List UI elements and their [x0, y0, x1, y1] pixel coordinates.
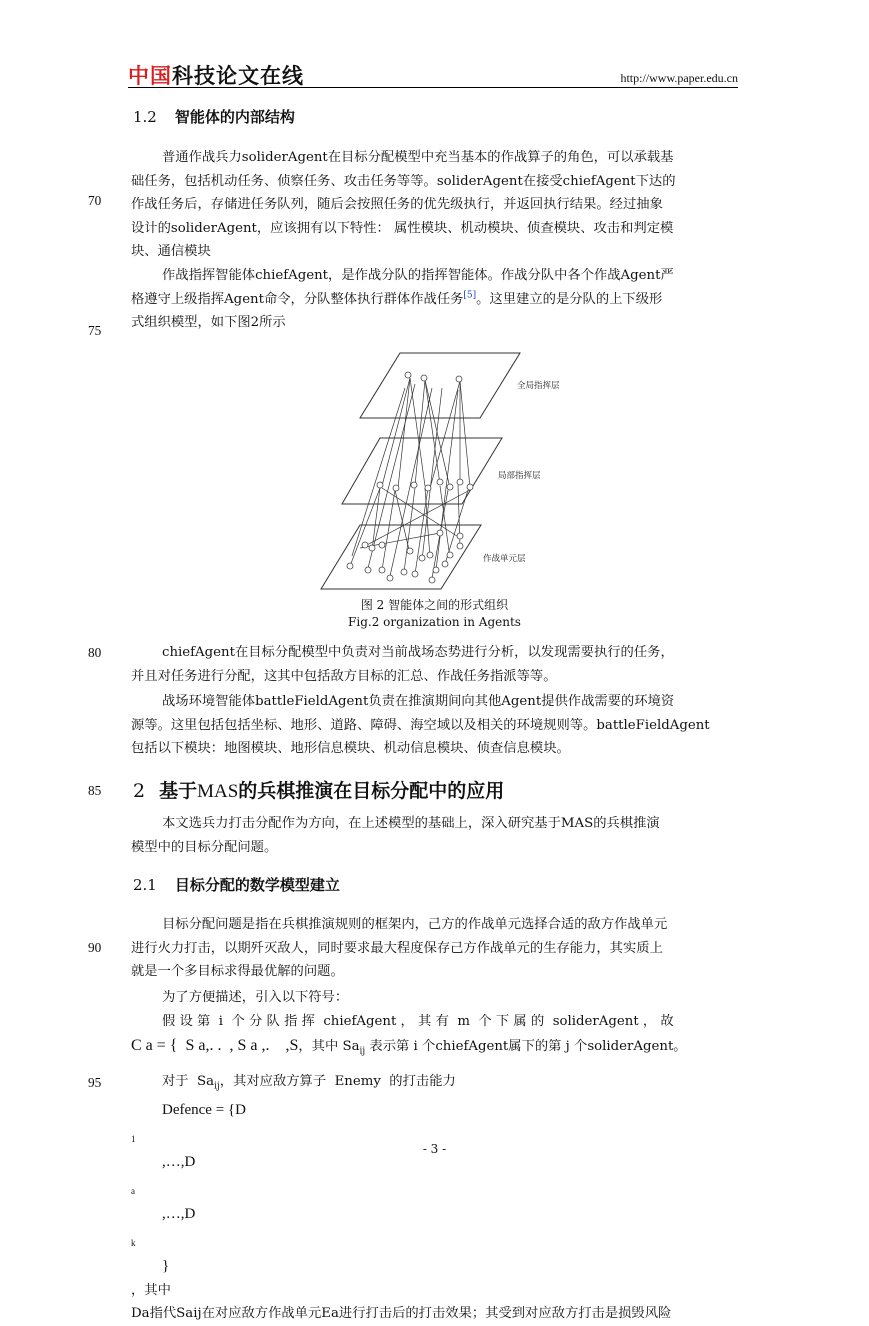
logo: 中国科技论文在线: [128, 64, 304, 88]
paragraph-intro-section-2: 本文选兵力打击分配作为方向，在上述模型的基础上，深入研究基于MAS的兵棋推演 模型中的目标分配问题。: [131, 816, 660, 855]
header-rule: [128, 87, 738, 88]
global-command-plane: [360, 353, 520, 418]
paragraph-notation-intro: 为了方便描述，引入以下符号：: [162, 990, 349, 1005]
paragraph-chief-agent: 作战指挥智能体chiefAgent，是作战分队的指挥智能体。作战分队中各个作战Agent严 格遵守上级指挥Agent命令，分队整体执行群体作战任务[5]。这里建立的是分队的上下级形 式组织模型，如下图2所示: [131, 268, 674, 330]
header-url[interactable]: http://www.paper.edu.cn: [620, 71, 738, 85]
paragraph-notation-chief: 假 设 第 i 个 分 队 指 挥 chiefAgent ， 其 有 m 个 下 属 的 soliderAgent ， 故 C a = { S a,. . , S a ,. ,S，其中 $Sa_{ij}$ 表示第 i 个chiefAgent属下的第 j 个soliderAgent。: [131, 1014, 687, 1057]
figure-caption-en: Fig.2 organization in Agents: [348, 615, 521, 629]
line-number: 90: [88, 940, 102, 955]
citation-5[interactable]: [5]: [463, 290, 477, 301]
paragraph-solider-agent: 普通作战兵力soliderAgent在目标分配模型中充当基本的作战算子的角色，可以承载基 础任务，包括机动任务、侦察任务、攻击任务等等。soliderAgent在接受chiefAgent下达的 作战任务后，存储进任务队列，随后会按照任务的优先级执行，并返回执行结果。经过抽象 设计的soliderAgent，应该拥有以下特性： 属性模块、机动模块、侦查模块、攻击和判定模 块、通信模块: [131, 150, 676, 259]
line-number: 95: [88, 1075, 102, 1090]
line-number: 75: [88, 323, 102, 338]
section-heading-1-2: 1.2 智能体的内部结构: [133, 108, 295, 126]
line-number: 85: [88, 783, 102, 798]
agent-organization-diagram: [320, 348, 560, 596]
layer-label-combat: 作战单元层: [483, 554, 526, 564]
paragraph-defence: 对于 $Sa_{ij}$，其对应敌方算子 Enemy 的打击能力 Defence = {D $_1$ ,…,D $_a$ ,…,D $_k$ } ，其中 Da指代Saij在对应敌方作战单元Ea进行打击后的打击效果；其受到对应敌方打击是损毁风险: [131, 1070, 738, 1326]
line-number: 70: [88, 193, 102, 208]
formula-defence: Defence = {D $_1$ ,…,D $_a$ ,…,D $_k$ }: [131, 1102, 246, 1275]
paragraph-target-allocation: 目标分配问题是指在兵棋推演规则的框架内，己方的作战单元选择合适的敌方作战单元 进行火力打击，以期歼灭敌人，同时要求最大程度保存己方作战单元的生存能力，其实质上 就是一个多目标求得最优解的问题。: [131, 917, 668, 979]
figure-caption-cn: 图 2 智能体之间的形式组织: [360, 598, 509, 612]
paragraph-battlefield-agent: 战场环境智能体battleFieldAgent负责在推演期间向其他Agent提供作战需要的环境资 源等。这里包括包括坐标、地形、道路、障碍、海空域以及相关的环境规则等。battleFieldAgent 包括以下模块：地图模块、地形信息模块、机动信息模块、侦查信息模块。: [131, 694, 710, 756]
section-heading-2-1: 2.1 目标分配的数学模型建立: [133, 876, 340, 894]
layer-label-global: 全局指挥层: [517, 381, 560, 391]
paragraph-chief-agent-tasks: chiefAgent在目标分配模型中负责对当前战场态势进行分析，以发现需要执行的任务， 并且对任务进行分配，这其中包括敌方目标的汇总、作战任务指派等等。: [131, 645, 674, 684]
local-command-plane: [342, 438, 502, 504]
layer-label-local: 局部指挥层: [498, 471, 541, 481]
section-heading-2: 2 基于MAS的兵棋推演在目标分配中的应用: [133, 780, 505, 802]
formula-chief-agent-set: C a = { S a,. . , S a ,. ,S: [131, 1036, 299, 1054]
line-number: 80: [88, 645, 102, 660]
page-number: - 3 -: [422, 1142, 447, 1156]
